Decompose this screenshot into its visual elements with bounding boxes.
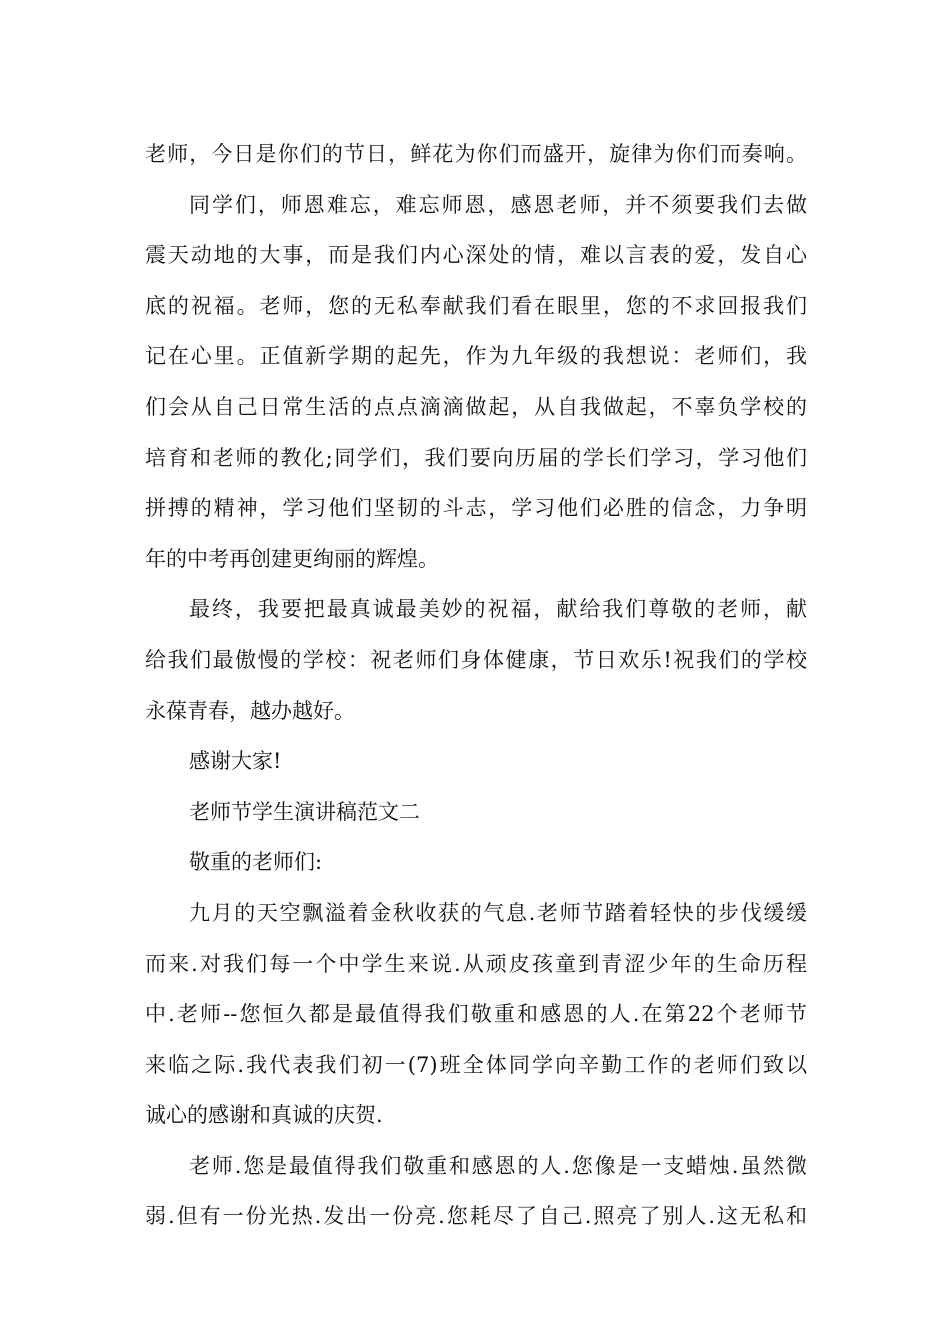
text-line: 记在心里。正值新学期的起先，作为九年级的我想说：老师们，我 (145, 344, 807, 369)
text-line: 敬重的老师们: (189, 850, 323, 875)
text-line: 同学们，师恩难忘，难忘师恩，感恩老师，并不须要我们去做 (189, 192, 807, 217)
text-line: 九月的天空飘溢着金秋收获的气息.老师节踏着轻快的步伐缓缓 (189, 900, 807, 925)
text-line: 老师，今日是你们的节日，鲜花为你们而盛开，旋律为你们而奏响。 (145, 142, 807, 166)
text-line: 拼搏的精神，学习他们坚韧的斗志，学习他们必胜的信念，力争明 (145, 496, 807, 521)
document-body (145, 129, 807, 1242)
text-line: 永葆青春，越办越好。 (145, 698, 355, 723)
text-line: 震天动地的大事，而是我们内心深处的情，难以言表的爱，发自心 (145, 243, 807, 268)
text-line: 诚心的感谢和真诚的庆贺. (145, 1103, 383, 1128)
text-line: 感谢大家! (189, 749, 282, 774)
text-line: 老师.您是最值得我们敬重和感恩的人.您像是一支蜡烛.虽然微 (189, 1153, 807, 1178)
text-line: 年的中考再创建更绚丽的辉煌。 (145, 546, 439, 571)
text-line: 弱.但有一份光热.发出一份亮.您耗尽了自己.照亮了别人.这无私和 (145, 1204, 807, 1229)
text-line: 中.老师--您恒久都是最值得我们敬重和感恩的人.在第22个老师节 (145, 1002, 807, 1027)
text-line: 底的祝福。老师，您的无私奉献我们看在眼里，您的不求回报我们 (145, 293, 807, 318)
text-line: 最终，我要把最真诚最美妙的祝福，献给我们尊敬的老师，献 (189, 597, 807, 622)
text-line: 而来.对我们每一个中学生来说.从顽皮孩童到青涩少年的生命历程 (145, 951, 807, 976)
text-line: 培育和老师的教化;同学们，我们要向历届的学长们学习，学习他们 (145, 445, 807, 470)
text-line: 们会从自己日常生活的点点滴滴做起，从自我做起，不辜负学校的 (145, 394, 807, 419)
text-line: 来临之际.我代表我们初一(7)班全体同学向辛勤工作的老师们致以 (145, 1052, 807, 1077)
text-line: 给我们最傲慢的学校：祝老师们身体健康，节日欢乐!祝我们的学校 (145, 647, 807, 672)
text-line: 老师节学生演讲稿范文二 (189, 799, 420, 824)
